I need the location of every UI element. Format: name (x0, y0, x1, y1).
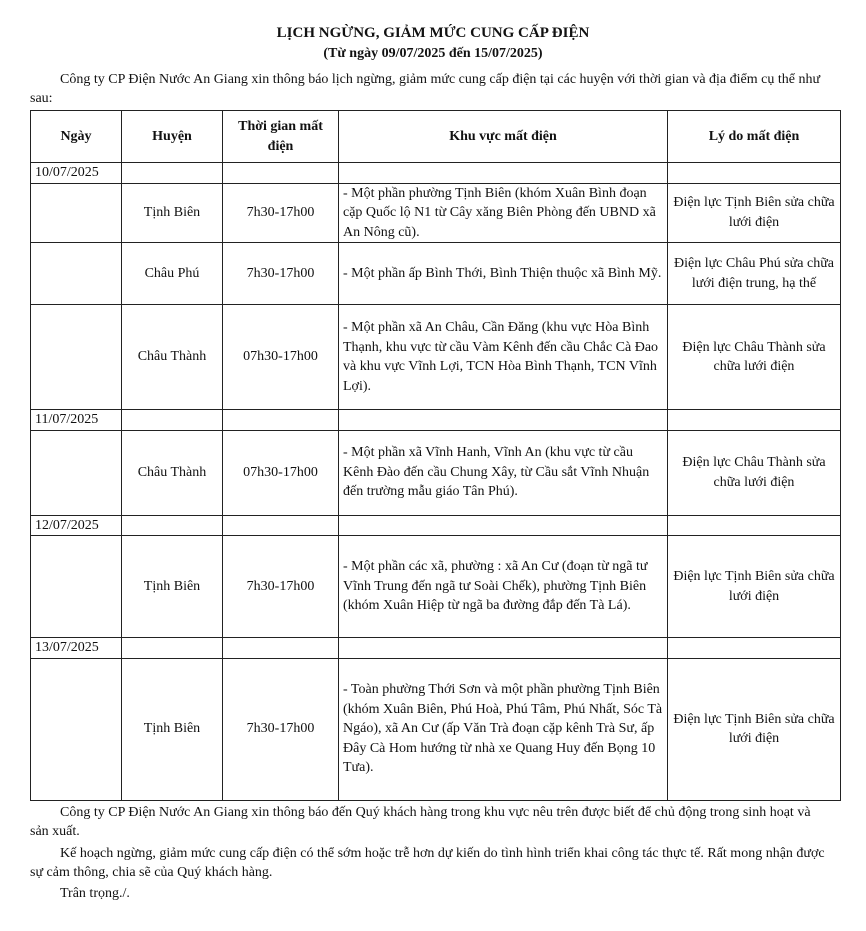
empty-cell (339, 638, 668, 659)
time-cell: 07h30-17h00 (223, 430, 339, 515)
table-body (31, 163, 841, 801)
area-cell: - Một phần ấp Bình Thới, Bình Thiện thuộc xã Bình Mỹ. (339, 243, 668, 305)
empty-cell (122, 638, 223, 659)
header-date: Ngày (31, 111, 122, 163)
area-cell: - Một phần phường Tịnh Biên (khóm Xuân Bình đoạn cặp Quốc lộ N1 từ Cây xăng Biên Phòng đến UBND xã An Nông cũ). (339, 183, 668, 243)
empty-cell (31, 183, 122, 243)
empty-cell (31, 243, 122, 305)
empty-cell (122, 515, 223, 536)
date-cell: 12/07/2025 (31, 515, 122, 536)
reason-cell: Điện lực Châu Thành sửa chữa lưới điện (668, 305, 841, 410)
date-cell: 13/07/2025 (31, 638, 122, 659)
date-cell: 11/07/2025 (31, 410, 122, 431)
date-row (31, 638, 841, 659)
table-row (31, 305, 841, 410)
area-cell: - Một phần các xã, phường : xã An Cư (đoạn từ ngã tư Vĩnh Trung đến ngã tư Soài Chếk), phường Tịnh Biên (khóm Xuân Hiệp từ ngã ba đường đắp đến Tà Lá). (339, 536, 668, 638)
district-cell: Châu Thành (122, 305, 223, 410)
header-time: Thời gian mất điện (223, 111, 339, 163)
empty-cell (31, 658, 122, 800)
empty-cell (339, 515, 668, 536)
table-row (31, 430, 841, 515)
reason-cell: Điện lực Tịnh Biên sửa chữa lưới điện (668, 536, 841, 638)
document-subtitle: (Từ ngày 09/07/2025 đến 15/07/2025) (323, 46, 543, 61)
footer-paragraph-2: Kế hoạch ngừng, giảm mức cung cấp điện có thể sớm hoặc trễ hơn dự kiến do tình hình triển khai công tác thực tế. Rất mong nhận được sự cảm thông, chia sẽ của Quý khách hàng. (30, 846, 825, 880)
empty-cell (122, 410, 223, 431)
header-district: Huyện (122, 111, 223, 163)
district-cell: Tịnh Biên (122, 183, 223, 243)
time-cell: 7h30-17h00 (223, 183, 339, 243)
date-row (31, 515, 841, 536)
empty-cell (668, 638, 841, 659)
table-row (31, 536, 841, 638)
time-cell: 7h30-17h00 (223, 536, 339, 638)
time-cell: 7h30-17h00 (223, 658, 339, 800)
reason-cell: Điện lực Tịnh Biên sửa chữa lưới điện (668, 183, 841, 243)
time-cell: 7h30-17h00 (223, 243, 339, 305)
empty-cell (31, 536, 122, 638)
header-area: Khu vực mất điện (339, 111, 668, 163)
intro-paragraph: Công ty CP Điện Nước An Giang xin thông báo lịch ngừng, giảm mức cung cấp điện tại các huyện với thời gian và địa điểm cụ thể như sau: (30, 72, 821, 106)
outage-schedule-table (30, 110, 841, 801)
empty-cell (223, 410, 339, 431)
empty-cell (31, 305, 122, 410)
district-cell: Châu Phú (122, 243, 223, 305)
reason-cell: Điện lực Tịnh Biên sửa chữa lưới điện (668, 658, 841, 800)
empty-cell (339, 163, 668, 184)
empty-cell (31, 430, 122, 515)
table-row (31, 658, 841, 800)
table-row (31, 183, 841, 243)
empty-cell (122, 163, 223, 184)
document-title: LỊCH NGỪNG, GIẢM MỨC CUNG CẤP ĐIỆN (276, 25, 590, 41)
footer-closing: Trân trọng./. (60, 886, 130, 901)
table-row (31, 243, 841, 305)
date-row (31, 163, 841, 184)
footer-paragraph-1: Công ty CP Điện Nước An Giang xin thông báo đến Quý khách hàng trong khu vực nêu trên được biết để chủ động trong sinh hoạt và sản xuất. (30, 805, 811, 839)
district-cell: Tịnh Biên (122, 658, 223, 800)
date-cell: 10/07/2025 (31, 163, 122, 184)
reason-cell: Điện lực Châu Thành sửa chữa lưới điện (668, 430, 841, 515)
area-cell: - Một phần xã Vĩnh Hanh, Vĩnh An (khu vực từ cầu Kênh Đào đến cầu Chung Xây, từ Cầu sắt Vĩnh Nhuận đến trường mẫu giáo Tân Phú). (339, 430, 668, 515)
district-cell: Tịnh Biên (122, 536, 223, 638)
empty-cell (223, 638, 339, 659)
time-cell: 07h30-17h00 (223, 305, 339, 410)
empty-cell (223, 515, 339, 536)
table-header-row (31, 111, 841, 163)
empty-cell (668, 410, 841, 431)
empty-cell (339, 410, 668, 431)
area-cell: - Một phần xã An Châu, Cần Đăng (khu vực Hòa Bình Thạnh, khu vực từ cầu Vàm Kênh đến cầu Chắc Cà Đao và khu vực Vĩnh Lợi, TCN Hòa Bình Thạnh, TCN Vĩnh Lợi). (339, 305, 668, 410)
district-cell: Châu Thành (122, 430, 223, 515)
empty-cell (668, 515, 841, 536)
empty-cell (668, 163, 841, 184)
header-reason: Lý do mất điện (668, 111, 841, 163)
date-row (31, 410, 841, 431)
empty-cell (223, 163, 339, 184)
area-cell: - Toàn phường Thới Sơn và một phần phường Tịnh Biên (khóm Xuân Biên, Phú Hoà, Phú Tâm, Phú Nhất, Sóc Tà Ngáo), xã An Cư (ấp Văn Trà đoạn cặp kênh Trà Sư, ấp Đây Cà Hom hướng từ nhà xe Quang Huy đến Bọng 10 Tưa). (339, 658, 668, 800)
reason-cell: Điện lực Châu Phú sửa chữa lưới điện trung, hạ thế (668, 243, 841, 305)
